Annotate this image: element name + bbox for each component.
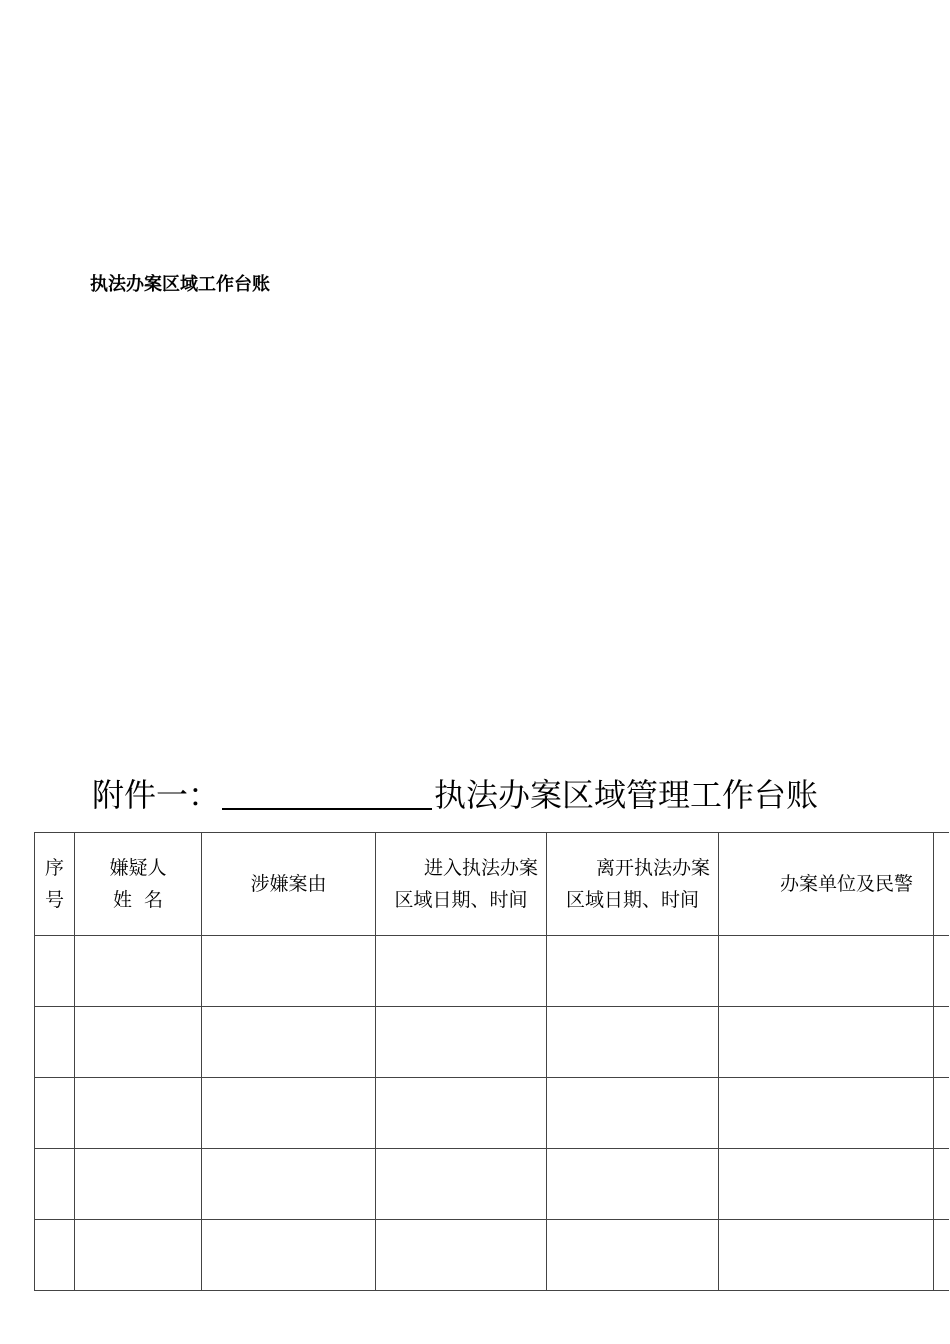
cell-case-reason[interactable]	[202, 1220, 376, 1291]
cell-enter-time[interactable]	[376, 1149, 547, 1220]
header-leave-time	[547, 833, 719, 936]
cell-index[interactable]	[35, 936, 75, 1007]
cell-leave-time[interactable]	[547, 1078, 719, 1149]
cell-extra[interactable]	[934, 1149, 949, 1220]
cell-unit-officer[interactable]	[719, 1220, 934, 1291]
cell-suspect-name[interactable]	[75, 936, 202, 1007]
ledger-body	[35, 936, 949, 1291]
cell-enter-time[interactable]	[376, 936, 547, 1007]
cell-unit-officer[interactable]	[719, 1149, 934, 1220]
cell-leave-time[interactable]	[547, 936, 719, 1007]
cell-extra[interactable]	[934, 1220, 949, 1291]
cell-case-reason[interactable]	[202, 1078, 376, 1149]
cell-unit-officer[interactable]	[719, 1078, 934, 1149]
cell-extra[interactable]	[934, 1007, 949, 1078]
header-index	[35, 833, 75, 936]
table-row	[35, 1149, 949, 1220]
cell-enter-time[interactable]	[376, 1078, 547, 1149]
ledger-table	[34, 832, 949, 1291]
header-suspect-name	[75, 833, 202, 936]
header-suspect-name-line-2: 姓 名	[112, 889, 164, 911]
header-leave-time-line-2: 区域日期、时间	[565, 889, 699, 911]
header-index-line-2: 号	[44, 889, 64, 911]
cell-index[interactable]	[35, 1007, 75, 1078]
cell-case-reason[interactable]	[202, 1007, 376, 1078]
cell-enter-time[interactable]	[376, 1220, 547, 1291]
annex-title: 执法办案区域管理工作台账	[434, 776, 819, 814]
header-suspect-name-line-1: 嫌疑人	[109, 857, 167, 879]
cell-index[interactable]	[35, 1149, 75, 1220]
document-title: 执法办案区域工作台账	[90, 274, 270, 295]
cell-case-reason[interactable]	[202, 936, 376, 1007]
header-extra-column	[934, 833, 949, 936]
cell-case-reason[interactable]	[202, 1149, 376, 1220]
cell-leave-time[interactable]	[547, 1007, 719, 1078]
header-unit-officer: 办案单位及民警	[719, 833, 934, 936]
header-index-line-1: 序	[44, 857, 64, 879]
header-enter-time-line-2: 区域日期、时间	[394, 889, 528, 911]
header-enter-time-line-1: 进入执法办案	[423, 857, 538, 879]
header-leave-time-line-1: 离开执法办案	[595, 857, 710, 879]
cell-leave-time[interactable]	[547, 1149, 719, 1220]
cell-suspect-name[interactable]	[75, 1007, 202, 1078]
cell-index[interactable]	[35, 1220, 75, 1291]
cell-suspect-name[interactable]	[75, 1149, 202, 1220]
cell-unit-officer[interactable]	[719, 936, 934, 1007]
table-row	[35, 1078, 949, 1149]
header-case-reason: 涉嫌案由	[202, 833, 376, 936]
cell-suspect-name[interactable]	[75, 1220, 202, 1291]
table-row	[35, 936, 949, 1007]
table-row	[35, 1220, 949, 1291]
header-enter-time	[376, 833, 547, 936]
cell-suspect-name[interactable]	[75, 1078, 202, 1149]
annex-prefix: 附件一：	[92, 776, 221, 814]
cell-extra[interactable]	[934, 936, 949, 1007]
table-row	[35, 1007, 949, 1078]
cell-unit-officer[interactable]	[719, 1007, 934, 1078]
annex-fill-in-blank[interactable]	[222, 772, 432, 810]
annex-heading	[92, 772, 818, 818]
cell-index[interactable]	[35, 1078, 75, 1149]
cell-leave-time[interactable]	[547, 1220, 719, 1291]
cell-extra[interactable]	[934, 1078, 949, 1149]
cell-enter-time[interactable]	[376, 1007, 547, 1078]
header-row	[35, 833, 949, 936]
